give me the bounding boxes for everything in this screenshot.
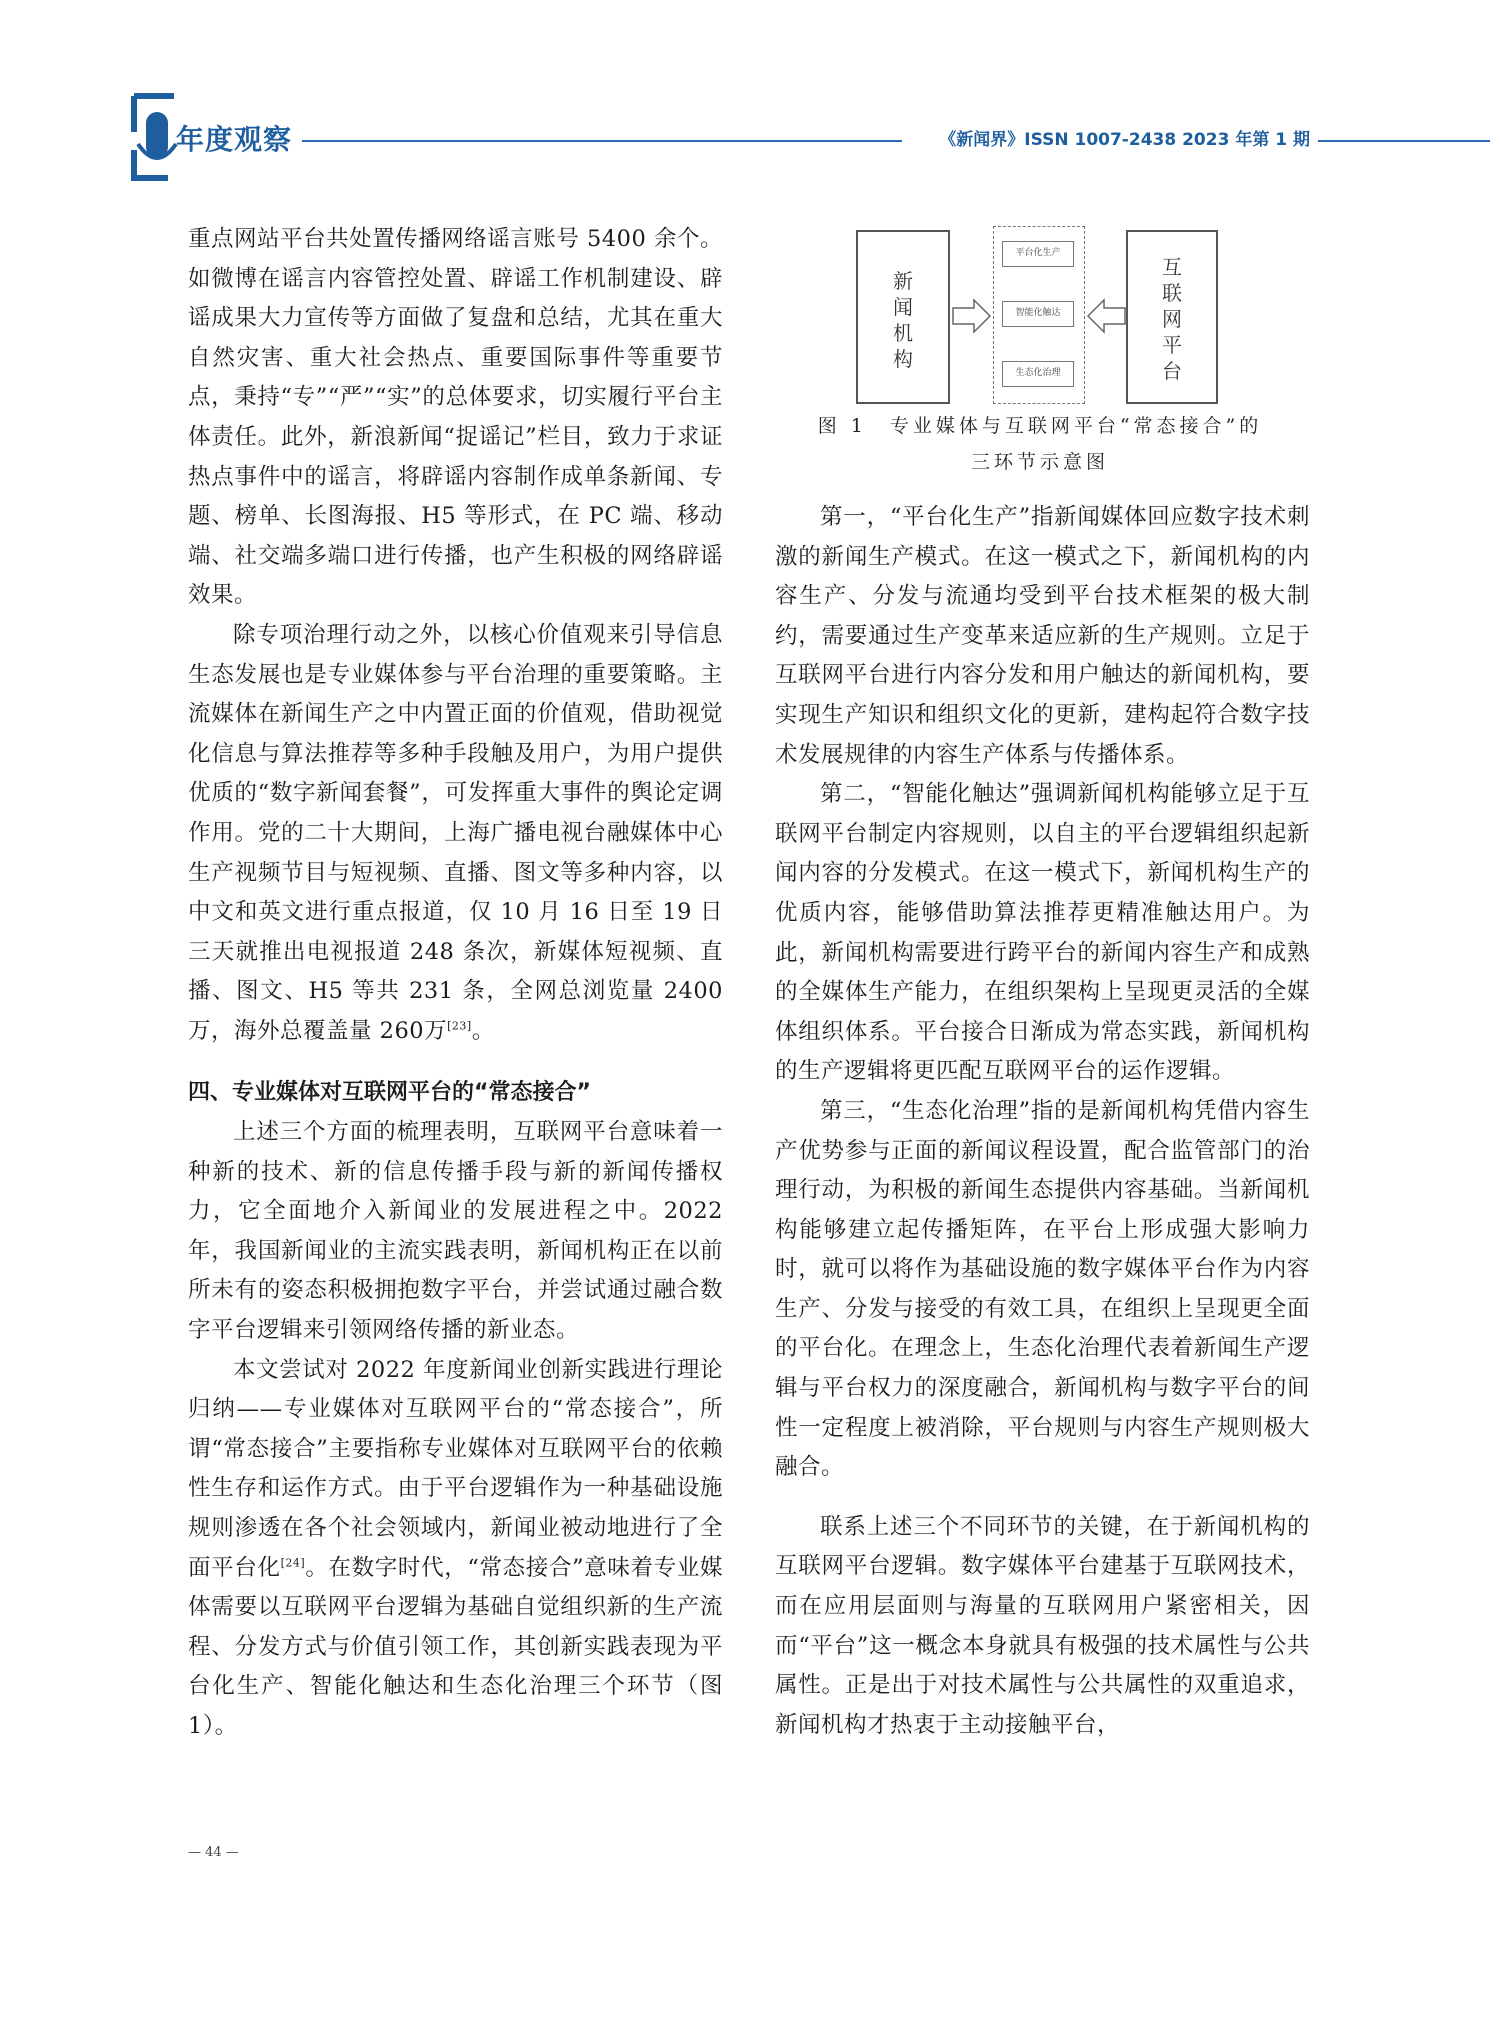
arrow-left-icon: [1086, 298, 1126, 334]
stage-ecological-governance: 生态化治理: [1002, 361, 1074, 387]
section-title: 年度观察: [176, 123, 293, 156]
stage-intelligent-reach: 智能化触达: [1002, 301, 1074, 327]
header-rule-left: [302, 140, 902, 142]
right-column: [775, 498, 1310, 1745]
arrow-right-icon: [952, 298, 992, 334]
journal-info: 《新闻界》ISSN 1007-2438 2023 年第 1 期: [939, 130, 1310, 150]
paragraph: 第三，“生态化治理”指的是新闻机构凭借内容生产优势参与正面的新闻议程设置，配合监管部门的治理行动，为积极的新闻生态提供内容基础。当新闻机构能够建立起传播矩阵，在平台上形成强大影响力时，就可以将作为基础设施的数字媒体平台作为内容生产、分发与接受的有效工具，在组织上呈现更全面的平台化。在理念上，生态化治理代表着新闻生产逻辑与平台权力的深度融合，新闻机构与数字平台的间性一定程度上被消除，平台规则与内容生产规则极大融合。: [775, 1097, 1310, 1481]
paragraph: 第二，“智能化触达”强调新闻机构能够立足于互联网平台制定内容规则，以自主的平台逻辑组织起新闻内容的分发模式。在这一模式下，新闻机构生产的优质内容，能够借助算法推荐更精准触达用户。为此，新闻机构需要进行跨平台的新闻内容生产和成熟的全媒体生产能力，在组织架构上呈现更灵活的全媒体组织体系。平台接合日渐成为常态实践，新闻机构的生产逻辑将更匹配互联网平台的运作逻辑。: [775, 781, 1310, 1085]
news-organization-box: 新 闻 机 构: [856, 230, 950, 404]
figure-caption: 图 1 专业媒体与互联网平台“常态接合”的 三环节示意图: [817, 415, 1263, 473]
three-stages-box: [993, 226, 1085, 404]
citation-ref: [24]: [280, 1556, 306, 1570]
paragraph: 重点网站平台共处置传播网络谣言账号 5400 余个。如微博在谣言内容管控处置、辟谣工作机制建设、辟谣成果大力宣传等方面做了复盘和总结，尤其在重大自然灾害、重大社会热点、重要国际事件等重要节点，秉持“专”“严”“实”的总体要求，切实履行平台主体责任。此外，新浪新闻“捉谣记”栏目，致力于求证热点事件中的谣言，将辟谣内容制作成单条新闻、专题、榜单、长图海报、H5 等形式，在 PC 端、移动端、社交端多端口进行传播，也产生积极的网络辟谣效果。: [188, 226, 723, 609]
internet-platform-box: 互 联 网 平 台: [1126, 230, 1218, 404]
stage-platform-production: 平台化生产: [1002, 241, 1074, 267]
citation-ref: [23]: [447, 1019, 472, 1033]
paragraph: 除专项治理行动之外，以核心价值观来引导信息生态发展也是专业媒体参与平台治理的重要策略。主流媒体在新闻生产之中内置正面的价值观，借助视觉化信息与算法推荐等多种手段触及用户，为用户提供优质的“数字新闻套餐”，可发挥重大事件的舆论定调作用。党的二十大期间，上海广播电视台融媒体中心生产视频节目与短视频、直播、图文等多种内容，以中文和英文进行重点报道，仅 10 月 16 日至 19 日三天就推出电视报道 248 条次，新媒体短视频、直播、图文、H5 等共 231 条，全网总浏览量 2400 万，海外总覆盖量 260万[23]。: [188, 621, 723, 1044]
page-number: — 44 —: [188, 1845, 239, 1860]
paragraph: 本文尝试对 2022 年度新闻业创新实践进行理论归纳——专业媒体对互联网平台的“常态接合”，所谓“常态接合”主要指称专业媒体对互联网平台的依赖性生存和运作方式。由于平台逻辑作为一种基础设施规则渗透在各个社会领域内，新闻业被动地进行了全面平台化[24]。在数字时代，“常态接合”意味着专业媒体需要以互联网平台逻辑为基础自觉组织新的生产流程、分发方式与价值引领工作，其创新实践表现为平台化生产、智能化触达和生态化治理三个环节（图 1）。: [188, 1356, 723, 1739]
section-heading: 四、专业媒体对互联网平台的“常态接合”: [188, 1080, 591, 1106]
paragraph: 第一，“平台化生产”指新闻媒体回应数字技术刺激的新闻生产模式。在这一模式之下，新闻机构的内容生产、分发与流通均受到平台技术框架的极大制约，需要通过生产变革来适应新的生产规则。立足于互联网平台进行内容分发和用户触达的新闻机构，要实现生产知识和组织文化的更新，建构起符合数字技术发展规律的内容生产体系与传播体系。: [775, 504, 1310, 768]
paragraph: 联系上述三个不同环节的关键，在于新闻机构的互联网平台逻辑。数字媒体平台建基于互联网技术，而在应用层面则与海量的互联网用户紧密相关，因而“平台”这一概念本身就具有极强的技术属性与公共属性。正是出于对技术属性与公共属性的双重追求，新闻机构才热衷于主动接触平台，: [775, 1513, 1310, 1738]
paragraph: 上述三个方面的梳理表明，互联网平台意味着一种新的技术、新的信息传播手段与新的新闻传播权力，它全面地介入新闻业的发展进程之中。2022 年，我国新闻业的主流实践表明，新闻机构正在以前所未有的姿态积极拥抱数字平台，并尝试通过融合数字平台逻辑来引领网络传播的新业态。: [188, 1119, 723, 1344]
figure-1-diagram: [856, 226, 1220, 406]
header-rule-right: [1318, 140, 1490, 142]
left-column: [188, 220, 723, 1747]
